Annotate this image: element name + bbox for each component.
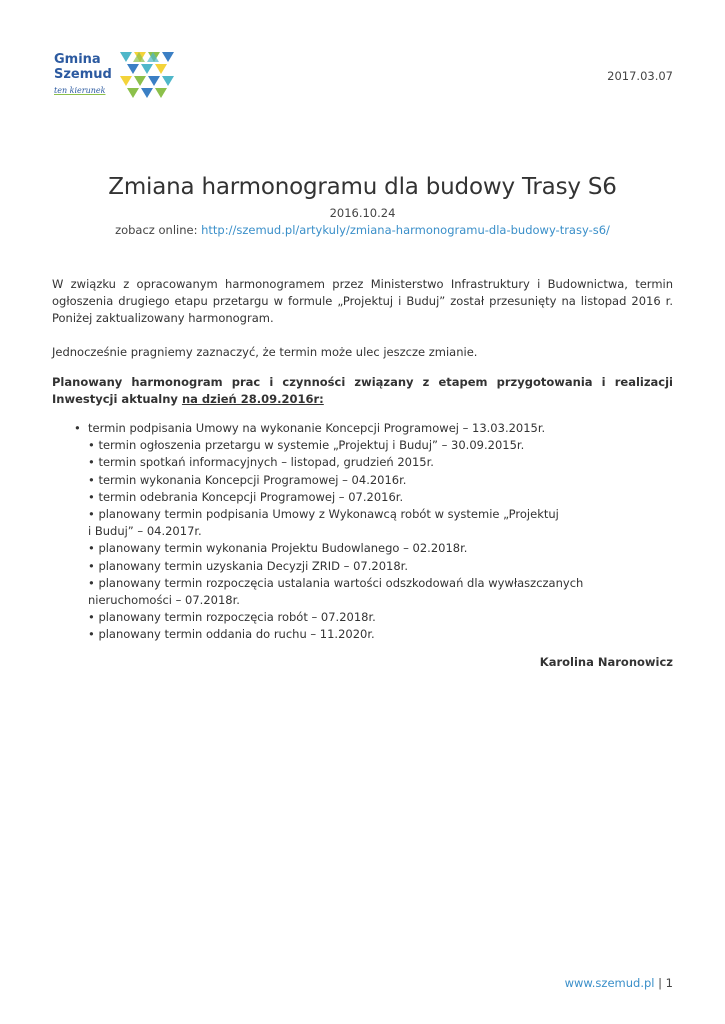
triangles-logo-icon <box>118 50 178 102</box>
footer-site-link[interactable]: www.szemud.pl <box>564 976 655 990</box>
logo-line-1: Gmina <box>54 52 101 67</box>
note-paragraph: Jednocześnie pragniemy zaznaczyć, że termin może ulec jeszcze zmianie. <box>52 345 478 359</box>
author-signature: Karolina Naronowicz <box>539 655 673 669</box>
list-item: nieruchomości – 07.2018r. <box>88 593 240 608</box>
logo-line-2: Szemud <box>54 67 112 82</box>
list-item: • termin odebrania Koncepcji Programowej – 07.2016r. <box>88 489 404 504</box>
list-item: • termin podpisania Umowy na wykonanie Koncepcji Programowej – 13.03.2015r. <box>74 420 614 437</box>
page-footer <box>565 976 673 990</box>
list-item: • planowany termin wykonania Projektu Budowlanego – 02.2018r. <box>88 541 468 556</box>
intro-paragraph: W związku z opracowanym harmonogramem przez Ministerstwo Infrastruktury i Budownictwa, termin ogłoszenia drugiego etapu przetargu w formule „Projektuj i Buduj” został przesunięty na listopad 2016 r. Poniżej zaktualizowany harmonogram. <box>52 277 673 325</box>
gmina-szemud-logo <box>52 50 182 106</box>
list-item: i Buduj” – 04.2017r. <box>88 524 202 539</box>
article-url-link[interactable]: http://szemud.pl/artykuly/zmiana-harmonogramu-dla-budowy-trasy-s6/ <box>201 223 610 237</box>
list-item: • planowany termin uzyskania Decyzji ZRID – 07.2018r. <box>88 558 408 573</box>
footer-separator: | <box>654 976 666 990</box>
page-number: 1 <box>665 976 673 990</box>
schedule-list <box>74 420 614 644</box>
schedule-heading-date: na dzień 28.09.2016r: <box>181 392 324 406</box>
page-title: Zmiana harmonogramu dla budowy Trasy S6 <box>108 174 617 200</box>
online-link-line <box>0 223 725 237</box>
schedule-heading-text: Planowany harmonogram prac i czynności związany z etapem przygotowania i realizacji Inwestycji aktualny <box>52 375 673 406</box>
print-date: 2017.03.07 <box>607 69 673 83</box>
list-item: • planowany termin rozpoczęcia ustalania wartości odszkodowań dla wywłaszczanych <box>88 575 584 590</box>
list-item: • termin spotkań informacyjnych – listopad, grudzień 2015r. <box>88 455 434 470</box>
list-item: • planowany termin oddania do ruchu – 11.2020r. <box>88 627 375 642</box>
logo-tagline: ten kierunek <box>54 86 106 95</box>
online-label: zobacz online: <box>115 223 198 237</box>
publication-date: 2016.10.24 <box>329 206 396 220</box>
list-item: • planowany termin rozpoczęcia robót – 07.2018r. <box>88 610 376 625</box>
list-item: • termin wykonania Koncepcji Programowej – 04.2016r. <box>88 472 407 487</box>
list-item: • termin ogłoszenia przetargu w systemie „Projektuj i Buduj” – 30.09.2015r. <box>88 438 525 453</box>
list-item: • planowany termin podpisania Umowy z Wykonawcą robót w systemie „Projektuj <box>88 507 559 522</box>
article-body <box>52 276 673 408</box>
schedule-heading <box>52 374 673 408</box>
